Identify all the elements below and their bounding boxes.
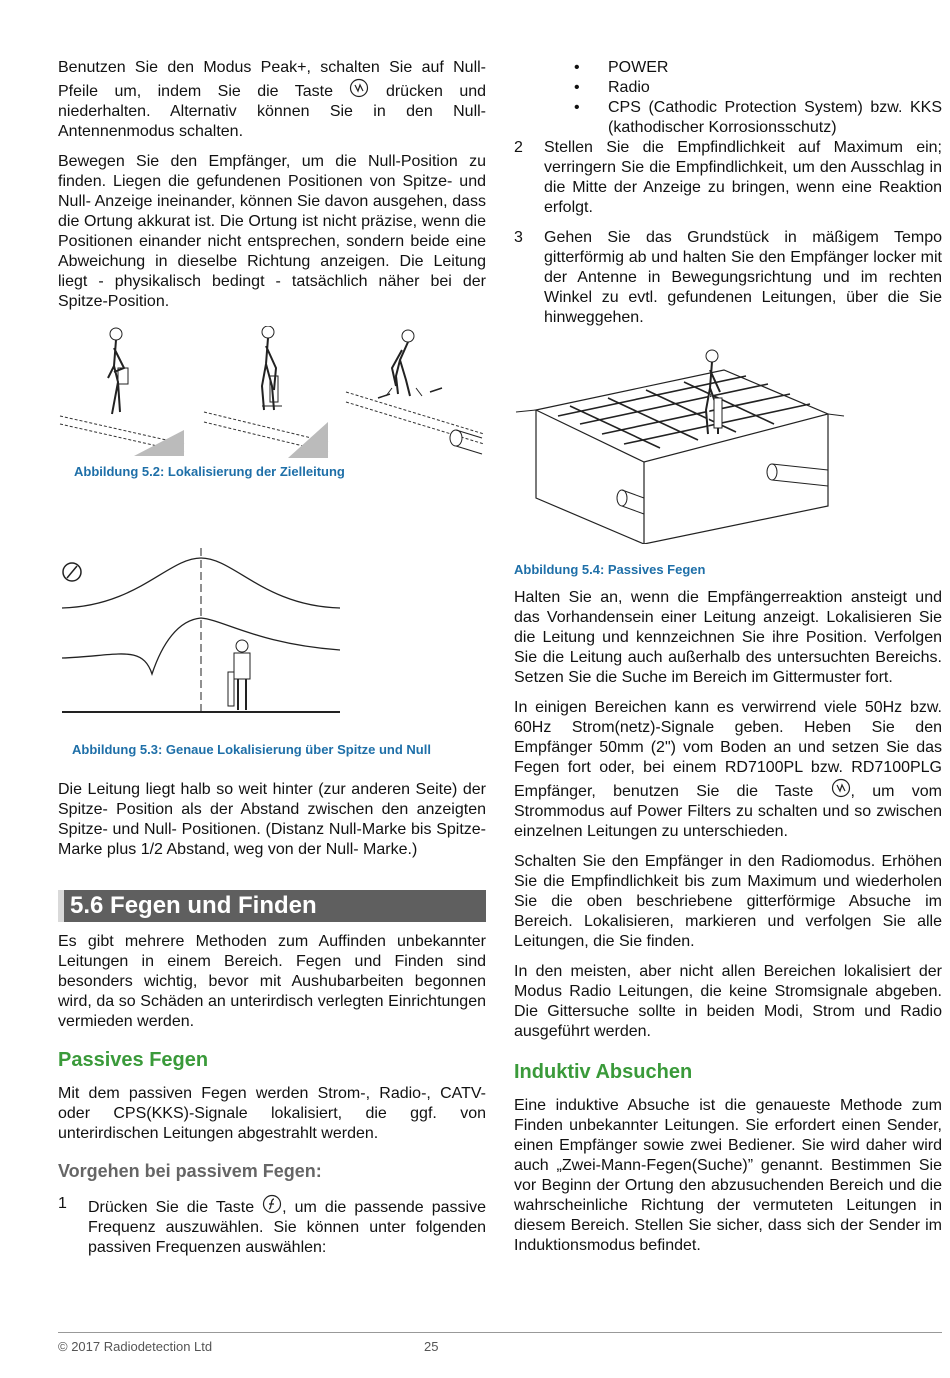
heading-procedure: Vorgehen bei passivem Fegen: xyxy=(58,1161,322,1181)
paragraph-peak-distance: Die Leitung liegt halb so weit hinter (zur anderen Seite) der Spitze- Position als der Abstand zwischen den anzeigten Spitze- und Null- Positionen. (Distanz Null-Marke bis Spitze- Marke plus 1/2 Abstand, weg von der Null- Marke.) xyxy=(58,781,486,858)
figure-panel-2 xyxy=(204,326,328,458)
section-heading: 5.6 Fegen und Finden xyxy=(58,890,486,922)
antenna-mode-button-icon xyxy=(349,78,369,98)
left-column xyxy=(58,58,486,1258)
heading-inductive-sweep: Induktiv Absuchen xyxy=(514,1061,693,1083)
list-item: • POWER xyxy=(608,58,942,78)
procedure-list-left xyxy=(58,1194,486,1258)
figure-panel-3 xyxy=(346,330,484,454)
figure-5-4-caption: Abbildung 5.4: Passives Fegen xyxy=(514,562,706,577)
page-number: 25 xyxy=(424,1339,439,1354)
procedure-list-right xyxy=(514,138,942,328)
paragraph-inductive-sweep: Eine induktive Absuche ist die genaueste Methode zum Finden unbekannter Leitungen. Sie erfordert einen Sender, einen Empfänger sowie zwei Bediener. Sie wird daher wird auch „Zwei-Mann-Fegen(Suche)” genannt. Bestimmen Sie vor Beginn der Ortung den abzusuchenden Bereich und die wahrscheinliche Richtung der vermuteten Leitungen in diesem Bereich. Stellen Sie sicher, dass sich der Sender im Induktionsmodus befindet. xyxy=(514,1097,942,1254)
procedure-step-1: 1 Drücken Sie die Taste , um die passende passive Frequenz auszuwählen. Sie können unter folgenden passiven Frequenzen auswählen: xyxy=(58,1195,486,1256)
procedure-step-3: 3 Gehen Sie das Grundstück in mäßigem Tempo gitterförmig ab und halten Sie den Empfänger locker mit der Antenne in Bewegungsrichtung und im rechten Winkel zu evtl. gefundenen Leitungen, über die Sie hinweggehen. xyxy=(514,229,942,326)
figure-target-location xyxy=(58,326,486,462)
paragraph-power-filters: In einigen Bereichen kann es verwirrend viele 50Hz bzw. 60Hz Strom(netz)-Signale geben. Heben Sie den Empfänger 50mm (2") vom Boden an und setzen Sie das Fegen fort oder, bei einem RD7100PL bzw. RD7100PLG Empfänger, benutzen Sie die Taste , um vom Strommodus auf Power Filters zu schalten und so zwischen einzelnen Leitungen zu unterschieden. xyxy=(514,699,942,840)
paragraph-sweep-intro: Es gibt mehrere Methoden zum Auffinden unbekannter Leitungen in einem Bereich. Fegen und Finden sind besonders wichtig, bevor mit Aushubarbeiten begonnen wird, da so Schäden an unterirdisch verlegten Einrichtungen vermieden werden. xyxy=(58,933,486,1030)
procedure-step-2: 2 Stellen Sie die Empfindlichkeit auf Maximum ein; verringern Sie die Empfindlichkeit, um den Ausschlag in die Mitte der Anzeige zu bringen, wenn eine Reaktion erfolgt. xyxy=(514,139,942,216)
figure-panel-1 xyxy=(60,328,184,456)
paragraph-radio-locate: In den meisten, aber nicht allen Bereichen lokalisiert der Modus Radio Leitungen, die keine Stromsignale abgeben. Die Gittersuche sollte in beiden Modi, Strom und Radio ausgeführt werden. xyxy=(514,963,942,1040)
paragraph-null-position: Bewegen Sie den Empfänger, um die Null-Position zu finden. Liegen die gefundenen Positionen von Spitze- und Null- Anzeige ineinander, können Sie davon ausgehen, dass die Ortung akkurat ist. Die Ortung ist nicht präzise, wenn die Positionen einander nicht entsprechen, sondern beide eine Abweichung in dieselbe Richtung anzeigen. Die Leitung liegt - physikalisch bedingt - tatsächlich näher bei der Spitze-Position. xyxy=(58,153,486,310)
figure-5-2-caption: Abbildung 5.2: Lokalisierung der Zielleitung xyxy=(74,464,345,479)
passive-frequency-list xyxy=(514,58,942,138)
person-icon xyxy=(228,640,250,710)
copyright-text: © 2017 Radiodetection Ltd xyxy=(58,1339,213,1354)
figure-peak-null-location xyxy=(58,548,486,720)
list-item: • Radio xyxy=(608,78,942,98)
list-item: • CPS (Cathodic Protection System) bzw. KKS (kathodischer Korrosionsschutz) xyxy=(608,98,942,138)
person-icon xyxy=(706,350,722,434)
paragraph-radio-mode: Schalten Sie den Empfänger in den Radiomodus. Erhöhen Sie die Empfindlichkeit bis zum Maximum und wiederholen Sie die oben beschriebene gitterförmige Absuche im Bereich. Lokalisieren, markieren und verfolgen Sie alle Leitungen, die Sie finden. xyxy=(514,853,942,950)
heading-passive-sweep: Passives Fegen xyxy=(58,1049,209,1071)
right-column xyxy=(514,58,942,1266)
page-footer xyxy=(58,1332,942,1359)
figure-passive-sweep xyxy=(514,348,942,544)
paragraph-passive-sweep: Mit dem passiven Fegen werden Strom-, Radio-, CATV- oder CPS(KKS)-Signale lokalisiert, die ggf. von unterirdischen Leitungen abgestrahlt werden. xyxy=(58,1085,486,1142)
figure-5-3-caption: Abbildung 5.3: Genaue Lokalisierung über Spitze und Null xyxy=(72,742,431,757)
paragraph-stop-locate: Halten Sie an, wenn die Empfängerreaktion ansteigt und das Vorhandensein einer Leitung anzeigt. Lokalisieren Sie die Leitung und kennzeichnen Sie ihre Position. Verfolgen Sie die Leitung auch außerhalb des untersuchten Bereichs. Setzen Sie die Suche im Bereich im Gittermuster fort. xyxy=(514,589,942,686)
paragraph-peak-null: Benutzen Sie den Modus Peak+, schalten Sie auf Null-Pfeile um, indem Sie die Taste drücken und niederhalten. Alternativ können Sie in den Null-Antennenmodus schalten. xyxy=(58,59,487,140)
antenna-mode-button-icon xyxy=(831,778,851,798)
frequency-button-icon xyxy=(262,1194,282,1214)
